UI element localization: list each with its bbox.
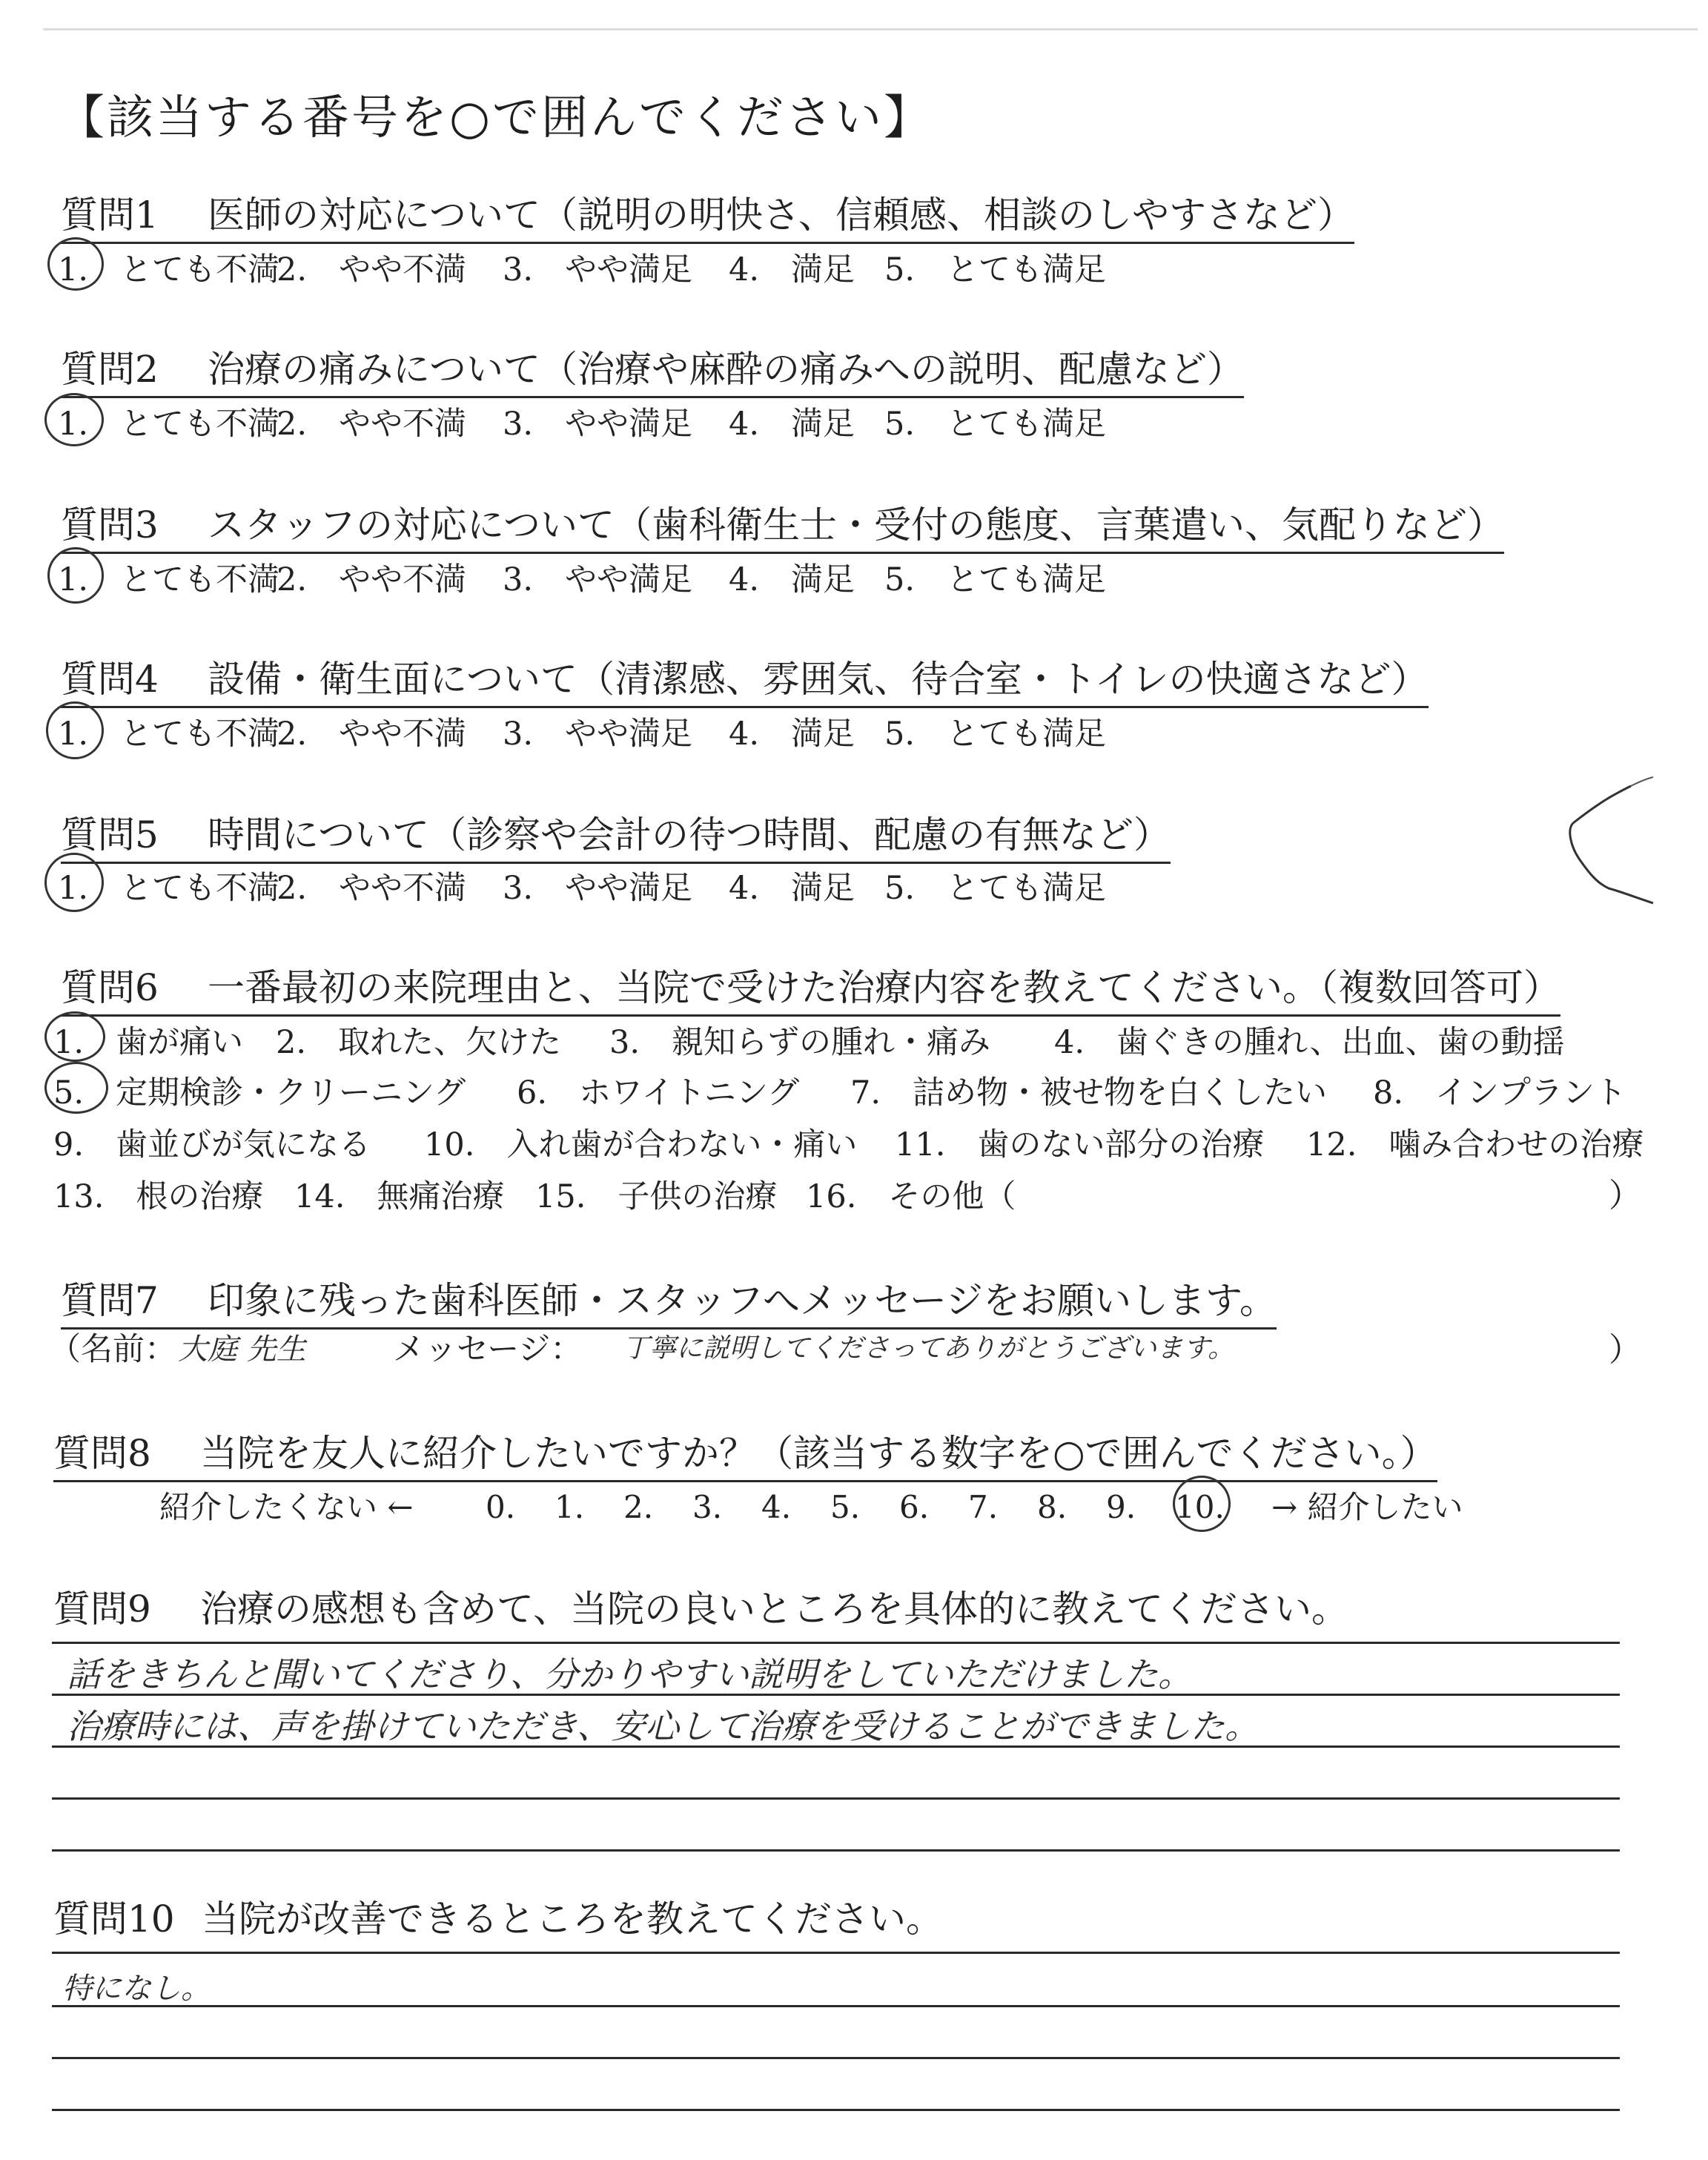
q6-option-7[interactable]: 7. 詰め物・被せ物を白くしたい bbox=[850, 1074, 1328, 1112]
q8-scale-2[interactable]: 2. bbox=[623, 1489, 654, 1525]
q2-option-2[interactable]: 2. やや不満 bbox=[277, 406, 467, 443]
q1-option-1[interactable]: 1. とても不満 bbox=[58, 251, 280, 288]
question-5-options bbox=[58, 863, 1106, 908]
q6-option-4[interactable]: 4. 歯ぐきの腫れ、出血、歯の動揺 bbox=[1054, 1024, 1565, 1061]
question-10-text: 当院が改善できるところを教えてください。 bbox=[202, 1898, 943, 1941]
q4-option-3[interactable]: 3. やや満足 bbox=[503, 716, 693, 753]
question-7-number: 質問7 bbox=[61, 1279, 159, 1322]
q6-row-3 bbox=[53, 1120, 1644, 1165]
question-2-title bbox=[61, 340, 1244, 398]
q8-scale-1[interactable]: 1. bbox=[555, 1489, 585, 1525]
q9-answer-handwritten-2: 治療時には、声を掛けていただき、安心して治療を受けることができました。 bbox=[67, 1706, 1260, 1746]
q7-name-handwritten: 大庭 先生 bbox=[178, 1332, 306, 1367]
question-9-title bbox=[53, 1579, 1348, 1636]
question-2-number: 質問2 bbox=[61, 348, 159, 391]
question-1-options bbox=[58, 245, 1106, 290]
q6-option-11[interactable]: 11. 歯のない部分の治療 bbox=[895, 1126, 1265, 1163]
question-6-text: 一番最初の来院理由と、当院で受けた治療内容を教えてください。（複数回答可） bbox=[208, 966, 1560, 1009]
q2-option-5[interactable]: 5. とても満足 bbox=[884, 406, 1107, 443]
q3-option-1[interactable]: 1. とても不満 bbox=[58, 561, 280, 598]
question-3-number: 質問3 bbox=[61, 503, 159, 546]
q6-row-2 bbox=[53, 1068, 1626, 1113]
question-3-options bbox=[58, 555, 1106, 600]
q8-selected-circle bbox=[1173, 1476, 1231, 1532]
q7-message-label: メッセージ： bbox=[393, 1331, 583, 1368]
q5-option-3[interactable]: 3. やや満足 bbox=[503, 870, 693, 907]
question-8-number: 質問8 bbox=[53, 1432, 151, 1475]
q9-answer-line-3 bbox=[52, 1745, 1620, 1748]
q2-option-1[interactable]: 1. とても不満 bbox=[58, 406, 280, 443]
q3-option-5[interactable]: 5. とても満足 bbox=[884, 561, 1107, 598]
q6-row-1 bbox=[53, 1017, 1565, 1063]
question-4-number: 質問4 bbox=[61, 658, 159, 701]
page-heading: 【該当する番号を○で囲んでください】 bbox=[58, 90, 933, 145]
question-8-text: 当院を友人に紹介したいですか？（該当する数字を○で囲んでください。） bbox=[200, 1432, 1437, 1475]
question-3-title bbox=[61, 495, 1504, 554]
question-10-title bbox=[53, 1889, 943, 1946]
q10-answer-line-1 bbox=[52, 1952, 1620, 1954]
question-6-number: 質問6 bbox=[61, 966, 159, 1009]
q5-selected-circle bbox=[44, 853, 104, 912]
q6-option-1[interactable]: 1. 歯が痛い bbox=[53, 1024, 244, 1061]
question-2-options bbox=[58, 399, 1106, 444]
q6-option-3[interactable]: 3. 親知らずの腫れ・痛み bbox=[609, 1024, 991, 1061]
q1-option-4[interactable]: 4. 満足 bbox=[729, 251, 855, 288]
q1-option-3[interactable]: 3. やや満足 bbox=[503, 251, 693, 288]
q6-option-2[interactable]: 2. 取れた、欠けた bbox=[276, 1024, 562, 1061]
q10-answer-line-2 bbox=[52, 2005, 1620, 2007]
q2-option-3[interactable]: 3. やや満足 bbox=[503, 406, 693, 443]
page-top-border bbox=[43, 28, 1698, 30]
q4-selected-circle bbox=[46, 701, 104, 759]
q6-option-13[interactable]: 13. 根の治療 bbox=[53, 1178, 264, 1215]
q10-answer-line-3 bbox=[52, 2057, 1620, 2059]
q2-selected-circle bbox=[44, 393, 104, 446]
q9-answer-handwritten-1: 話をきちんと聞いてくださり、分かりやすい説明をしていただけました。 bbox=[67, 1654, 1192, 1694]
q10-answer-handwritten-1: 特になし。 bbox=[62, 1972, 211, 2006]
q10-answer-line-4 bbox=[52, 2109, 1620, 2111]
question-5-text: 時間について（診察や会計の待つ時間、配慮の有無など） bbox=[208, 813, 1171, 856]
question-1-title bbox=[61, 185, 1354, 244]
question-2-text: 治療の痛みについて（治療や麻酔の痛みへの説明、配慮など） bbox=[208, 348, 1244, 391]
q4-option-2[interactable]: 2. やや不満 bbox=[277, 716, 467, 753]
q7-name-label: （名前： bbox=[49, 1331, 176, 1368]
q8-scale-7[interactable]: 7. bbox=[968, 1489, 999, 1525]
q9-answer-line-5 bbox=[52, 1849, 1620, 1852]
q8-scale-10[interactable]: 10. bbox=[1175, 1489, 1225, 1525]
q6-selected-circle-1 bbox=[44, 1011, 105, 1062]
q3-option-3[interactable]: 3. やや満足 bbox=[503, 561, 693, 598]
q3-option-2[interactable]: 2. やや不満 bbox=[277, 561, 467, 598]
q9-answer-line-1 bbox=[52, 1642, 1620, 1644]
q1-selected-circle bbox=[47, 237, 104, 291]
question-4-options bbox=[58, 709, 1106, 754]
q8-scale-row bbox=[159, 1483, 1463, 1527]
q6-option-12[interactable]: 12. 噛み合わせの治療 bbox=[1306, 1126, 1644, 1163]
q6-row-4 bbox=[53, 1172, 1016, 1217]
question-7-text: 印象に残った歯科医師・スタッフへメッセージをお願いします。 bbox=[208, 1279, 1277, 1322]
q2-option-4[interactable]: 4. 満足 bbox=[729, 406, 855, 443]
question-3-text: スタッフの対応について（歯科衛生士・受付の態度、言葉遣い、気配りなど） bbox=[208, 503, 1504, 546]
q6-option-10[interactable]: 10. 入れ歯が合わない・痛い bbox=[424, 1126, 858, 1163]
question-6-title bbox=[61, 958, 1560, 1017]
question-9-text: 治療の感想も含めて、当院の良いところを具体的に教えてください。 bbox=[200, 1588, 1348, 1631]
q5-option-2[interactable]: 2. やや不満 bbox=[277, 870, 467, 907]
q3-selected-circle bbox=[47, 547, 104, 604]
q5-option-4[interactable]: 4. 満足 bbox=[729, 870, 855, 907]
question-10-number: 質問10 bbox=[53, 1898, 175, 1941]
q7-message-handwritten: 丁寧に説明してくださってありがとうございます。 bbox=[623, 1333, 1235, 1364]
q8-left-label: 紹介したくない ← bbox=[159, 1489, 414, 1525]
q6-other-close-paren: ） bbox=[1609, 1177, 1641, 1215]
q8-scale-9[interactable]: 9. bbox=[1106, 1489, 1136, 1525]
question-5-number: 質問5 bbox=[61, 813, 159, 856]
q1-option-5[interactable]: 5. とても満足 bbox=[884, 251, 1107, 288]
q9-answer-line-4 bbox=[52, 1797, 1620, 1800]
q5-option-1[interactable]: 1. とても不満 bbox=[58, 870, 280, 907]
q3-option-4[interactable]: 4. 満足 bbox=[729, 561, 855, 598]
question-4-text: 設備・衛生面について（清潔感、雰囲気、待合室・トイレの快適さなど） bbox=[208, 658, 1429, 701]
q8-scale-3[interactable]: 3. bbox=[692, 1489, 723, 1525]
q6-option-8[interactable]: 8. インプラント bbox=[1373, 1074, 1627, 1112]
q6-option-15[interactable]: 15. 子供の治療 bbox=[535, 1178, 778, 1215]
question-5-title bbox=[61, 805, 1171, 864]
q8-scale-4[interactable]: 4. bbox=[761, 1489, 792, 1525]
q7-close-paren: ） bbox=[1609, 1331, 1641, 1369]
question-1-number: 質問1 bbox=[61, 194, 159, 237]
question-7-title bbox=[61, 1271, 1277, 1330]
q8-scale-8[interactable]: 8. bbox=[1037, 1489, 1068, 1525]
q6-option-6[interactable]: 6. ホワイトニング bbox=[517, 1074, 800, 1112]
question-4-title bbox=[61, 650, 1429, 708]
q6-option-14[interactable]: 14. 無痛治療 bbox=[294, 1178, 505, 1215]
q6-option-9[interactable]: 9. 歯並びが気になる bbox=[53, 1126, 371, 1163]
q6-selected-circle-5 bbox=[44, 1062, 108, 1114]
q9-answer-line-2 bbox=[52, 1694, 1620, 1696]
q5-option-5[interactable]: 5. とても満足 bbox=[884, 870, 1107, 907]
q6-option-16[interactable]: 16. その他（ bbox=[806, 1178, 1016, 1215]
q1-option-2[interactable]: 2. やや不満 bbox=[277, 251, 467, 288]
q8-right-label: → 紹介したい bbox=[1271, 1489, 1463, 1525]
question-9-number: 質問9 bbox=[53, 1588, 151, 1631]
q8-scale-6[interactable]: 6. bbox=[899, 1489, 930, 1525]
q4-option-4[interactable]: 4. 満足 bbox=[729, 716, 855, 753]
question-8-title bbox=[53, 1424, 1437, 1482]
q6-option-5[interactable]: 5. 定期検診・クリーニング bbox=[53, 1074, 466, 1112]
pen-scribble-mark bbox=[1557, 771, 1661, 912]
q8-scale-0[interactable]: 0. bbox=[486, 1489, 516, 1525]
question-1-text: 医師の対応について（説明の明快さ、信頼感、相談のしやすさなど） bbox=[208, 194, 1354, 237]
q8-scale-5[interactable]: 5. bbox=[830, 1489, 861, 1525]
q4-option-1[interactable]: 1. とても不満 bbox=[58, 716, 280, 753]
q4-option-5[interactable]: 5. とても満足 bbox=[884, 716, 1107, 753]
